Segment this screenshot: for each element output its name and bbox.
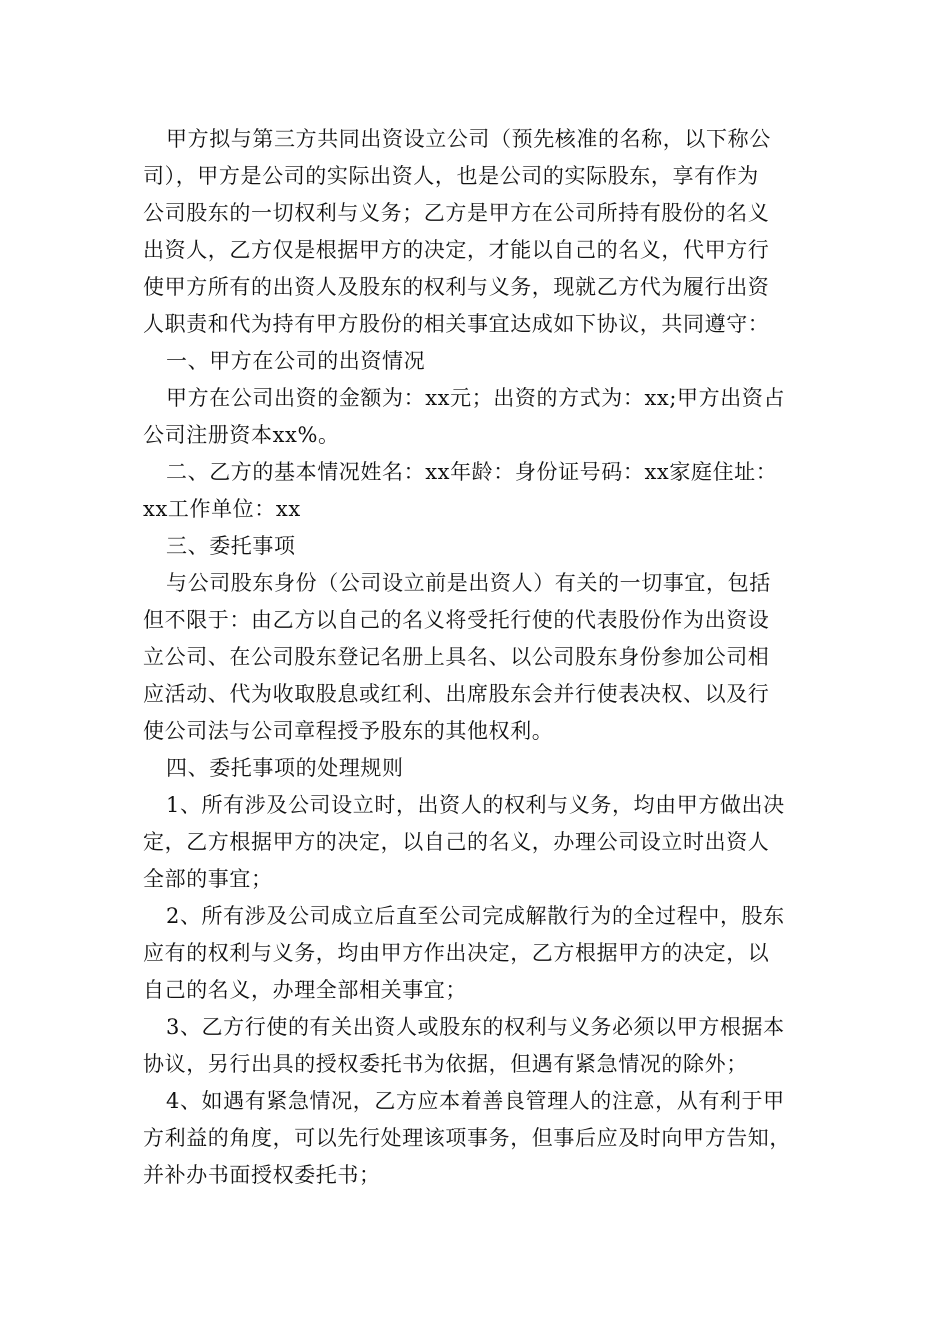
- paragraph-line: 4、如遇有紧急情况，乙方应本着善良管理人的注意，从有利于甲: [166, 1089, 785, 1113]
- paragraph-line: 司），甲方是公司的实际出资人，也是公司的实际股东，享有作为: [143, 164, 759, 188]
- paragraph-line: 使甲方所有的出资人及股东的权利与义务，现就乙方代为履行出资: [143, 275, 770, 299]
- paragraph-line: 使公司法与公司章程授予股东的其他权利。: [143, 719, 554, 743]
- section-heading: 三、委托事项: [166, 534, 296, 558]
- paragraph-line: 协议，另行出具的授权委托书为依据，但遇有紧急情况的除外；: [143, 1052, 748, 1076]
- paragraph-line: 甲方拟与第三方共同出资设立公司（预先核准的名称，以下称公: [166, 127, 771, 151]
- paragraph-line: 定，乙方根据甲方的决定，以自己的名义，办理公司设立时出资人: [143, 830, 770, 854]
- paragraph-line: 应活动、代为收取股息或红利、出席股东会并行使表决权、以及行: [143, 682, 770, 706]
- paragraph-line: 全部的事宜；: [143, 867, 273, 891]
- paragraph-line: xx工作单位：xx: [143, 497, 301, 521]
- paragraph-line: 3、乙方行使的有关出资人或股东的权利与义务必须以甲方根据本: [166, 1015, 785, 1039]
- paragraph-line: 甲方在公司出资的金额为：xx元；出资的方式为：xx;甲方出资占: [166, 386, 786, 410]
- paragraph-line: 人职责和代为持有甲方股份的相关事宜达成如下协议，共同遵守：: [143, 312, 770, 336]
- section-heading: 二、乙方的基本情况姓名：xx年龄：身份证号码：xx家庭住址：: [166, 460, 778, 484]
- section-heading: 一、甲方在公司的出资情况: [166, 349, 426, 373]
- paragraph-line: 立公司、在公司股东登记名册上具名、以公司股东身份参加公司相: [143, 645, 770, 669]
- paragraph-line: 方利益的角度，可以先行处理该项事务，但事后应及时向甲方告知，: [143, 1126, 791, 1150]
- paragraph-line: 应有的权利与义务，均由甲方作出决定，乙方根据甲方的决定，以: [143, 941, 770, 965]
- paragraph-line: 出资人，乙方仅是根据甲方的决定，才能以自己的名义，代甲方行: [143, 238, 770, 262]
- section-heading: 四、委托事项的处理规则: [166, 756, 404, 780]
- paragraph-line: 自己的名义，办理全部相关事宜；: [143, 978, 467, 1002]
- paragraph-line: 公司注册资本xx%。: [143, 423, 340, 447]
- paragraph-line: 公司股东的一切权利与义务；乙方是甲方在公司所持有股份的名义: [143, 201, 770, 225]
- paragraph-line: 与公司股东身份（公司设立前是出资人）有关的一切事宜，包括: [166, 571, 771, 595]
- paragraph-line: 1、所有涉及公司设立时，出资人的权利与义务，均由甲方做出决: [166, 793, 785, 817]
- paragraph-line: 但不限于：由乙方以自己的名义将受托行使的代表股份作为出资设: [143, 608, 770, 632]
- paragraph-line: 2、所有涉及公司成立后直至公司完成解散行为的全过程中，股东: [166, 904, 785, 928]
- paragraph-line: 并补办书面授权委托书；: [143, 1163, 381, 1187]
